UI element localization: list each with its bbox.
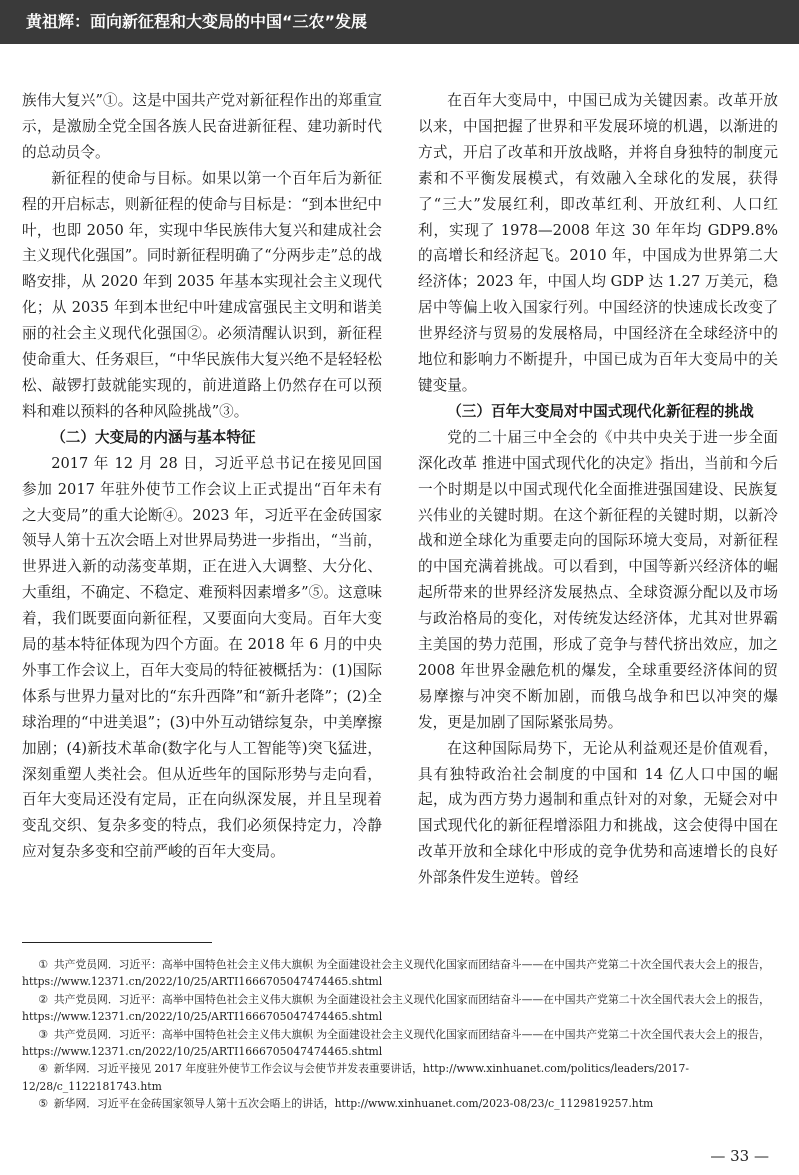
- paragraph: 族伟大复兴”①。这是中国共产党对新征程作出的郑重宣示，是激励全党全国各族人民奋进新征程、建功新时代的总动员令。: [22, 92, 382, 161]
- footnote-text: 共产党员网．习近平：高举中国特色社会主义伟大旗帜 为全面建设社会主义现代化国家而团结奋斗——在中国共产党第二十次全国代表大会上的报告，https://www.12371.cn/2022/10/25/ARTI1666705047474465.shtml: [22, 958, 770, 989]
- paragraph: 在百年大变局中，中国已成为关键因素。改革开放以来，中国把握了世界和平发展环境的机遇，以渐进的方式，开启了改革和开放战略，并将自身独特的制度元素和不平衡发展模式，有效融入全球化的发展，获得了“三大”发展红利，即改革红利、开放红利、人口红利，实现了 1978—2008 年这 30 年年均 GDP9.8%的高增长和经济起飞。2010 年，中国成为世界第二大经济体；2023 年，中国人均 GDP 达 1.27 万美元，稳居中等偏上收入国家行列。中国经济的快速成长改变了世界经济与贸易的发展格局，中国经济在全球经济中的地位和影响力不断提升，中国已成为百年大变局中的关键变量。: [418, 92, 778, 394]
- paragraph: 新征程的使命与目标。如果以第一个百年后为新征程的开启标志，则新征程的使命与目标是：“到本世纪中叶，也即 2050 年，实现中华民族伟大复兴和建成社会主义现代化强国”。同时新征程明确了“分两步走”总的战略安排，从 2020 年到 2035 年基本实现社会主义现代化；从 2035 年到本世纪中叶建成富强民主文明和谐美丽的社会主义现代化强国②。必须清醒认识到，新征程使命重大、任务艰巨，“中华民族伟大复兴绝不是轻轻松松、敲锣打鼓就能实现的，前进道路上仍然存在可以预料和难以预料的各种风险挑战”③。: [22, 169, 382, 420]
- footnote: [22, 1060, 778, 1095]
- paragraph: 在这种国际局势下，无论从利益观还是价值观看，具有独特政治社会制度的中国和 14 亿人口中国的崛起，成为西方势力遏制和重点针对的对象，无疑会对中国式现代化的新征程增添阻力和挑战，这会使得中国在改革开放和全球化中形成的竞争优势和高速增长的良好外部条件发生逆转。曾经: [418, 739, 778, 887]
- footnote-text: 新华网．习近平接见 2017 年度驻外使节工作会议与会使节并发表重要讲话，http://www.xinhuanet.com/politics/leaders/2017-12/28/c_1122181743.htm: [22, 1062, 690, 1093]
- section-heading: （二）大变局的内涵与基本特征: [51, 428, 256, 446]
- paragraph: 2017 年 12 月 28 日，习近平总书记在接见回国参加 2017 年驻外使节工作会议上正式提出“百年未有之大变局”的重大论断④。2023 年，习近平在金砖国家领导人第十五次会晤上对世界局势进一步指出，“当前，世界进入新的动荡变革期，正在进入大调整、大分化、大重组，不确定、不稳定、难预料因素增多”⑤。这意味着，我们既要面向新征程，又要面向大变局。百年大变局的基本特征体现为四个方面。在 2018 年 6 月的中央外事工作会议上，百年大变局的特征被概括为：(1)国际体系与世界力量对比的“东升西降”和“新升老降”；(2)全球治理的“中进美退”；(3)中外互动错综复杂，中美摩擦加剧；(4)新技术革命(数字化与人工智能等)突飞猛进，深刻重塑人类社会。但从近些年的国际形势与走向看，百年大变局还没有定局，正在向纵深发展，并且呈现着变乱交织、复杂多变的特点，我们必须保持定力，冷静应对复杂多变和空前严峻的百年大变局。: [22, 454, 382, 861]
- footnote-mark: ④: [38, 1062, 48, 1076]
- footnote-text: 共产党员网．习近平：高举中国特色社会主义伟大旗帜 为全面建设社会主义现代化国家而团结奋斗——在中国共产党第二十次全国代表大会上的报告，https://www.12371.cn/2022/10/25/ARTI1666705047474465.shtml: [22, 1027, 770, 1059]
- footnote-mark: ③: [38, 1027, 48, 1041]
- footnotes: [22, 956, 778, 1113]
- left-column: [22, 88, 382, 865]
- section-heading: （三）百年大变局对中国式现代化新征程的挑战: [447, 402, 754, 420]
- right-column: [418, 88, 778, 891]
- footnote-text: 新华网．习近平在金砖国家领导人第十五次会晤上的讲话，http://www.xinhuanet.com/2023-08/23/c_1129819257.htm: [53, 1097, 654, 1111]
- paragraph: 党的二十届三中全会的《中共中央关于进一步全面深化改革 推进中国式现代化的决定》指出，当前和今后一个时期是以中国式现代化全面推进强国建设、民族复兴伟业的关键时期。在这个新征程的关键时期，以新冷战和逆全球化为重要走向的国际环境大变局，对新征程的中国充满着挑战。可以看到，中国等新兴经济体的崛起所带来的世界经济发展热点、全球资源分配以及市场与政治格局的变化，对传统发达经济体，尤其对世界霸主美国的势力范围，形成了竞争与替代挤出效应，加之 2008 年世界金融危机的爆发，全球重要经济体间的贸易摩擦与冲突不断加剧，而俄乌战争和巴以冲突的爆发，更是加剧了国际紧张局势。: [418, 428, 778, 731]
- page-number: — 33 —: [710, 1147, 769, 1165]
- running-header-title: 黄祖辉：面向新征程和大变局的中国“三农”发展: [26, 12, 368, 31]
- footnote-text: 共产党员网．习近平：高举中国特色社会主义伟大旗帜 为全面建设社会主义现代化国家而团结奋斗——在中国共产党第二十次全国代表大会上的报告，https://www.12371.cn/2022/10/25/ARTI1666705047474465.shtml: [22, 992, 770, 1024]
- footnote: [22, 956, 778, 991]
- footnote-mark: ⑤: [38, 1097, 48, 1111]
- running-header: [0, 0, 799, 44]
- footnote: [22, 1095, 778, 1112]
- footnote-mark: ②: [38, 992, 48, 1006]
- footnote-divider: [22, 942, 212, 943]
- footnote: [22, 991, 778, 1026]
- footnote-mark: ①: [38, 958, 48, 971]
- footnote: [22, 1026, 778, 1061]
